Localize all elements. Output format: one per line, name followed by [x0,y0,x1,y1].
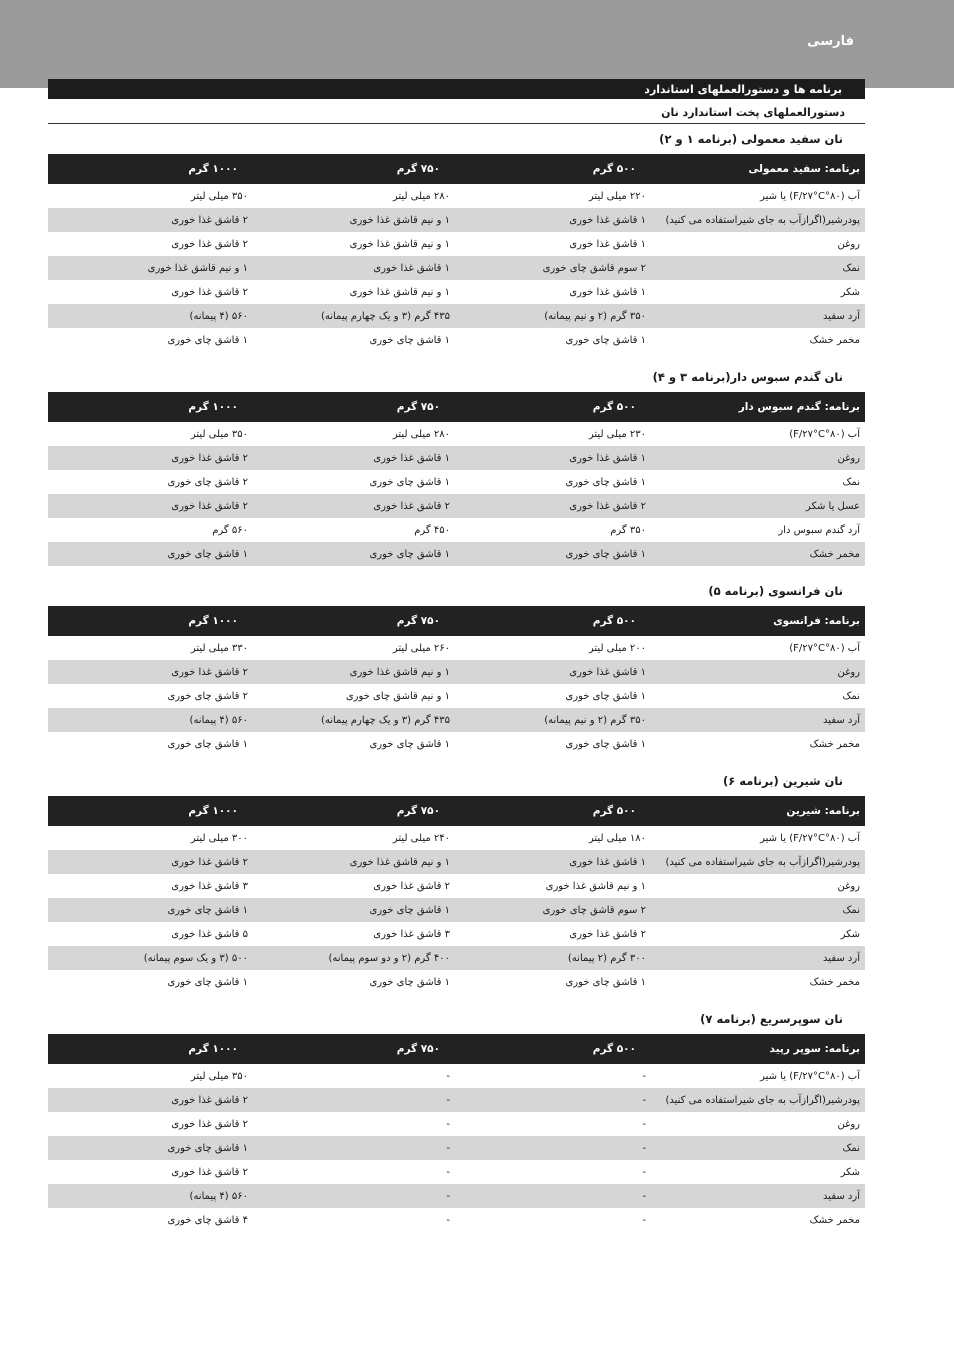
quantity-cell: ۱ قاشق چای خوری [167,738,248,750]
quantity-cell: ۳۰۰ گرم (۲ پیمانه) [468,946,664,970]
ingredient-cell: آب (۸۰°F/۲۷°C) یا شیر [760,190,860,202]
quantity-cell: ۴۳۵ گرم (۳ و یک چهارم پیمانه) [266,304,468,328]
size-header: ۵۰۰ گرم [468,392,664,422]
ingredient-cell: آرد سفید [664,1184,865,1208]
quantity-cell: - [642,1070,646,1082]
quantity-cell: ۱ و نیم قاشق غذا خوری [349,238,450,250]
quantity-cell: ۱ قاشق چای خوری [565,476,646,488]
quantity-cell: ۳۰۰ میلی لیتر [190,832,248,844]
table-row [48,946,865,970]
ingredient-cell: نمک [664,256,865,280]
quantity-cell: - [642,1118,646,1130]
table-row [48,1088,865,1112]
ingredient-cell: روغن [664,446,865,470]
table-row [48,660,865,684]
table-gap [48,994,865,1004]
quantity-cell: ۲ قاشق غذا خوری [48,494,266,518]
quantity-cell: ۲ قاشق غذا خوری [266,494,468,518]
quantity-cell: ۳۵۰ گرم (۲ و نیم پیمانه) [468,304,664,328]
quantity-cell: ۱ و نیم قاشق غذا خوری [349,286,450,298]
size-header: ۵۰۰ گرم [468,606,664,636]
recipe-table [48,1034,865,1232]
size-header: ۷۵۰ گرم [266,154,468,184]
ingredient-cell: آرد سفید [664,946,865,970]
quantity-cell: ۱ قاشق چای خوری [565,334,646,346]
quantity-cell: - [266,1184,468,1208]
table-row [48,422,865,446]
quantity-cell: ۴ قاشق چای خوری [167,1214,248,1226]
recipe-table-title: نان شیرین (برنامه ۶) [722,774,843,788]
table-row [48,328,865,352]
ingredient-cell: مخمر خشک [809,738,860,750]
table-row [48,1184,865,1208]
recipe-tables [48,124,865,1232]
quantity-cell: ۲ قاشق غذا خوری [468,494,664,518]
quantity-cell: ۳۳۰ میلی لیتر [190,642,248,654]
quantity-cell: ۱ قاشق چای خوری [167,334,248,346]
program-header: برنامه: گندم سبوس دار [664,392,865,422]
quantity-cell: ۱ و نیم قاشق غذا خوری [48,256,266,280]
quantity-cell: ۲ قاشق غذا خوری [48,446,266,470]
ingredient-cell: روغن [837,238,860,250]
table-row [48,518,865,542]
quantity-cell: ۱ قاشق چای خوری [468,542,664,566]
quantity-cell: ۳۵۰ میلی لیتر [190,190,248,202]
ingredient-cell: روغن [837,1118,860,1130]
table-header-row [48,606,865,636]
quantity-cell: - [266,1136,468,1160]
quantity-cell: ۱ قاشق چای خوری [565,690,646,702]
quantity-cell: ۱ قاشق غذا خوری [468,208,664,232]
quantity-cell: ۱ قاشق چای خوری [48,1136,266,1160]
size-header: ۵۰۰ گرم [468,154,664,184]
table-row [48,850,865,874]
quantity-cell: ۲ قاشق غذا خوری [171,238,248,250]
recipe-table-title: نان فرانسوی (برنامه ۵) [708,584,843,598]
page-content [48,79,865,1232]
quantity-cell: ۲۳۰ میلی لیتر [588,428,646,440]
recipe-table [48,154,865,352]
quantity-cell: ۱ قاشق غذا خوری [266,446,468,470]
ingredient-cell: آرد گندم سبوس دار [778,524,860,536]
quantity-cell: ۲ سوم قاشق چای خوری [468,256,664,280]
table-gap [48,756,865,766]
ingredient-cell: پودرشیر(اگرازآب به جای شیراستفاده می کنید) [664,1088,865,1112]
table-row [48,256,865,280]
recipe-table [48,796,865,994]
quantity-cell: ۱ قاشق غذا خوری [468,660,664,684]
table-row [48,898,865,922]
program-header: برنامه: سفید معمولی [664,154,865,184]
size-header: ۱۰۰۰ گرم [48,392,266,422]
quantity-cell: ۴۵۰ گرم [414,524,450,536]
quantity-cell: ۱ قاشق چای خوری [369,976,450,988]
quantity-cell: ۲ قاشق غذا خوری [48,1088,266,1112]
quantity-cell: ۲ قاشق چای خوری [167,476,248,488]
quantity-cell: ۱ قاشق چای خوری [369,476,450,488]
ingredient-cell: روغن [837,880,860,892]
quantity-cell: ۱ قاشق غذا خوری [569,238,646,250]
quantity-cell: - [468,1184,664,1208]
recipe-table-title: نان سوپرسریع (برنامه ۷) [700,1012,843,1026]
quantity-cell: ۱ و نیم قاشق غذا خوری [266,660,468,684]
quantity-cell: ۴۰۰ گرم (۲ و دو سوم پیمانه) [266,946,468,970]
quantity-cell: ۲ قاشق غذا خوری [48,208,266,232]
table-gap [48,566,865,576]
table-row [48,542,865,566]
quantity-cell: ۵ قاشق غذا خوری [171,928,248,940]
size-header: ۷۵۰ گرم [266,392,468,422]
quantity-cell: ۲ قاشق غذا خوری [171,1118,248,1130]
quantity-cell: ۲۴۰ میلی لیتر [392,832,450,844]
quantity-cell: ۳۵۰ میلی لیتر [190,1070,248,1082]
table-gap [48,352,865,362]
quantity-cell: - [446,1118,450,1130]
quantity-cell: - [468,1088,664,1112]
table-row [48,1112,865,1136]
size-header: ۷۵۰ گرم [266,1034,468,1064]
table-row [48,636,865,660]
table-row [48,1160,865,1184]
ingredient-cell: آرد سفید [664,304,865,328]
quantity-cell: ۳ قاشق غذا خوری [373,928,450,940]
ingredient-cell: آب (۸۰°F/۲۷°C) یا شیر [760,832,860,844]
quantity-cell: ۱ قاشق چای خوری [369,334,450,346]
quantity-cell: ۲ قاشق چای خوری [167,690,248,702]
quantity-cell: ۱ و نیم قاشق چای خوری [345,690,450,702]
table-row [48,446,865,470]
quantity-cell: ۱ قاشق غذا خوری [266,256,468,280]
table-row [48,1208,865,1232]
top-banner [0,0,954,88]
ingredient-cell: آب (۸۰°F/۲۷°C) یا شیر [760,1070,860,1082]
ingredient-cell: روغن [664,660,865,684]
size-header: ۱۰۰۰ گرم [48,606,266,636]
size-header: ۱۰۰۰ گرم [48,796,266,826]
quantity-cell: ۲ سوم قاشق چای خوری [468,898,664,922]
recipe-table [48,606,865,756]
quantity-cell: ۱ قاشق غذا خوری [569,286,646,298]
ingredient-cell: آب (۸۰°F/۲۷°C) [789,642,860,654]
recipe-table [48,392,865,566]
quantity-cell: ۱ و نیم قاشق غذا خوری [266,850,468,874]
size-header: ۷۵۰ گرم [266,606,468,636]
quantity-cell: - [446,1166,450,1178]
table-row [48,684,865,708]
ingredient-cell: مخمر خشک [664,542,865,566]
table-row [48,970,865,994]
quantity-cell: ۱ قاشق چای خوری [369,738,450,750]
table-row [48,922,865,946]
quantity-cell: ۲۸۰ میلی لیتر [392,428,450,440]
ingredient-cell: مخمر خشک [809,334,860,346]
table-row [48,494,865,518]
size-header: ۵۰۰ گرم [468,1034,664,1064]
ingredient-cell: عسل یا شکر [664,494,865,518]
quantity-cell: ۲۰۰ میلی لیتر [588,642,646,654]
ingredient-cell: نمک [664,898,865,922]
quantity-cell: ۲ قاشق غذا خوری [48,850,266,874]
ingredient-cell: آب (۸۰°F/۲۷°C) [789,428,860,440]
quantity-cell: ۲۸۰ میلی لیتر [392,190,450,202]
quantity-cell: ۳۵۰ میلی لیتر [190,428,248,440]
table-row [48,826,865,850]
ingredient-cell: پودرشیر(اگرازآب به جای شیراستفاده می کنید) [664,208,865,232]
table-header-row [48,154,865,184]
quantity-cell: ۵۶۰ (۴ پیمانه) [48,304,266,328]
quantity-cell: ۱ و نیم قاشق غذا خوری [266,208,468,232]
quantity-cell: - [468,1136,664,1160]
ingredient-cell: نمک [664,1136,865,1160]
size-header: ۷۵۰ گرم [266,796,468,826]
table-row [48,708,865,732]
program-header: برنامه: فرانسوی [664,606,865,636]
quantity-cell: ۱ قاشق چای خوری [48,542,266,566]
ingredient-cell: پودرشیر(اگرازآب به جای شیراستفاده می کنید) [664,850,865,874]
ingredient-cell: شکر [840,1166,860,1178]
ingredient-cell: مخمر خشک [809,976,860,988]
ingredient-cell: مخمر خشک [809,1214,860,1226]
quantity-cell: ۱ قاشق چای خوری [565,976,646,988]
quantity-cell: ۱ قاشق چای خوری [167,976,248,988]
ingredient-cell: شکر [840,928,860,940]
size-header: ۱۰۰۰ گرم [48,1034,266,1064]
recipe-table-title: نان گندم سبوس دار(برنامه ۳ و ۴) [652,370,843,384]
quantity-cell: ۱ قاشق چای خوری [266,542,468,566]
program-header: برنامه: شیرین [664,796,865,826]
quantity-cell: ۲ قاشق غذا خوری [569,928,646,940]
table-header-row [48,796,865,826]
quantity-cell: ۱ و نیم قاشق غذا خوری [545,880,646,892]
ingredient-cell: شکر [840,286,860,298]
table-row [48,874,865,898]
table-row [48,1064,865,1088]
section-title: برنامه ها و دستورالعملهای استاندارد [48,79,865,99]
subsection-title: دستورالعملهای پخت استاندارد نان [48,99,865,124]
quantity-cell: ۱ قاشق چای خوری [565,738,646,750]
recipe-table-title: نان سفید معمولی (برنامه ۱ و ۲) [659,132,843,146]
table-row [48,280,865,304]
quantity-cell: ۵۶۰ گرم [212,524,248,536]
table-row [48,1136,865,1160]
size-header: ۵۰۰ گرم [468,796,664,826]
ingredient-cell: آرد سفید [664,708,865,732]
quantity-cell: ۲۲۰ میلی لیتر [588,190,646,202]
quantity-cell: ۲ قاشق غذا خوری [48,660,266,684]
quantity-cell: ۱ قاشق چای خوری [48,898,266,922]
quantity-cell: - [446,1070,450,1082]
table-row [48,470,865,494]
quantity-cell: ۳ قاشق غذا خوری [171,880,248,892]
table-row [48,208,865,232]
quantity-cell: - [642,1214,646,1226]
quantity-cell: ۳۵۰ گرم (۲ و نیم پیمانه) [468,708,664,732]
quantity-cell: ۳۵۰ گرم [610,524,646,536]
quantity-cell: - [642,1166,646,1178]
quantity-cell: ۵۰۰ (۳ و یک سوم پیمانه) [48,946,266,970]
ingredient-cell: نمک [842,690,860,702]
quantity-cell: ۱ قاشق غذا خوری [468,850,664,874]
ingredient-cell: نمک [842,476,860,488]
table-row [48,184,865,208]
quantity-cell: ۲ قاشق غذا خوری [171,286,248,298]
quantity-cell: ۱۸۰ میلی لیتر [588,832,646,844]
quantity-cell: - [266,1088,468,1112]
table-row [48,304,865,328]
program-header: برنامه: سوپر رپید [664,1034,865,1064]
table-row [48,232,865,256]
quantity-cell: ۲ قاشق غذا خوری [373,880,450,892]
size-header: ۱۰۰۰ گرم [48,154,266,184]
quantity-cell: ۵۶۰ (۴ پیمانه) [48,1184,266,1208]
quantity-cell: ۲۶۰ میلی لیتر [392,642,450,654]
table-header-row [48,392,865,422]
quantity-cell: ۱ قاشق غذا خوری [468,446,664,470]
table-row [48,732,865,756]
quantity-cell: ۲ قاشق غذا خوری [171,1166,248,1178]
quantity-cell: ۱ قاشق چای خوری [266,898,468,922]
table-header-row [48,1034,865,1064]
quantity-cell: ۴۳۵ گرم (۳ و یک چهارم پیمانه) [266,708,468,732]
language-label: فارسی [807,34,854,49]
quantity-cell: ۵۶۰ (۴ پیمانه) [48,708,266,732]
quantity-cell: - [446,1214,450,1226]
